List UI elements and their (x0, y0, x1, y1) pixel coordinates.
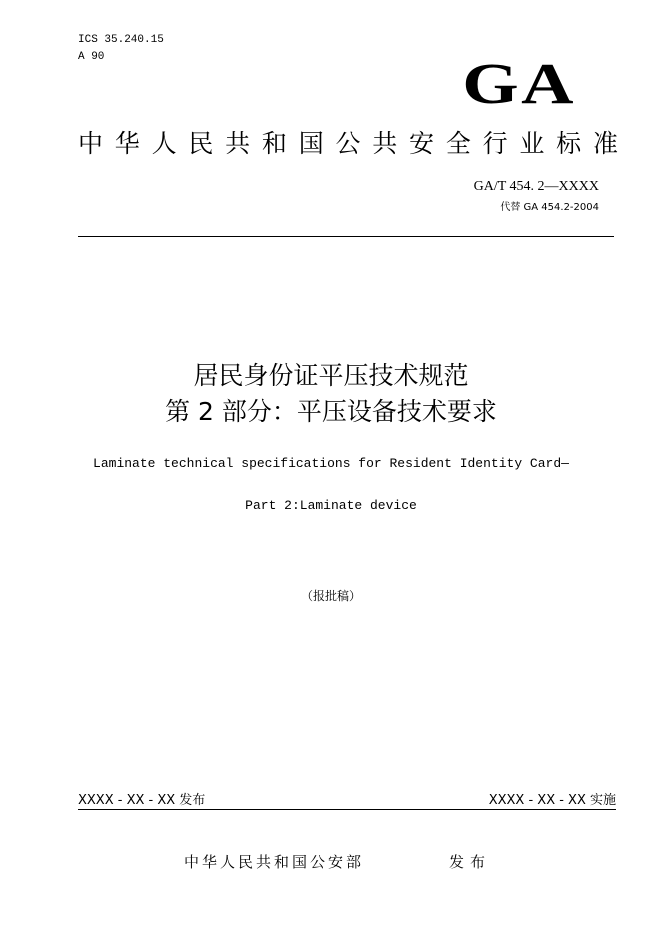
standard-category-char: 共 (372, 129, 398, 158)
standard-category-char: 公 (335, 129, 361, 158)
issuing-authority: 中华人民共和国公安部 (184, 853, 365, 871)
standard-category-char: 民 (188, 129, 214, 158)
classification-code: A 90 (78, 51, 105, 63)
draft-status: （报批稿） (300, 589, 361, 603)
standard-category-char: 国 (298, 129, 324, 158)
replaces-note: 代替 GA 454.2-2004 (500, 202, 599, 213)
standard-category-char: 华 (114, 129, 140, 158)
standard-category-char: 安 (409, 129, 435, 158)
ga-logo: GA (462, 51, 576, 116)
standard-category-char: 共 (225, 129, 251, 158)
document-title: 居民身份证平压技术规范 (193, 361, 469, 390)
standard-category-char: 行 (482, 129, 508, 158)
standard-category-char: 中 (78, 129, 104, 158)
standard-category-char: 和 (261, 129, 287, 158)
issue-action: 发布 (449, 853, 492, 871)
standard-category-char: 标 (556, 129, 582, 158)
header-divider (78, 236, 614, 237)
document-subtitle: 第 2 部分：平压设备技术要求 (165, 397, 497, 426)
footer-divider (78, 809, 616, 810)
issue-date: XXXX - XX - XX 发布 (78, 793, 206, 808)
standard-category-char: 业 (519, 129, 545, 158)
english-title-line-1: Laminate technical specifications for Resident Identity Card— (93, 456, 569, 471)
ics-code: ICS 35.240.15 (78, 34, 164, 46)
standard-number: GA/T 454. 2—XXXX (473, 179, 599, 194)
effective-date: XXXX - XX - XX 实施 (488, 793, 616, 808)
standard-category-char: 人 (151, 129, 177, 158)
standard-category-char: 准 (592, 129, 618, 158)
standard-category-title (78, 128, 618, 160)
english-title-line-2: Part 2:Laminate device (245, 498, 417, 513)
standard-category-char: 全 (445, 129, 471, 158)
